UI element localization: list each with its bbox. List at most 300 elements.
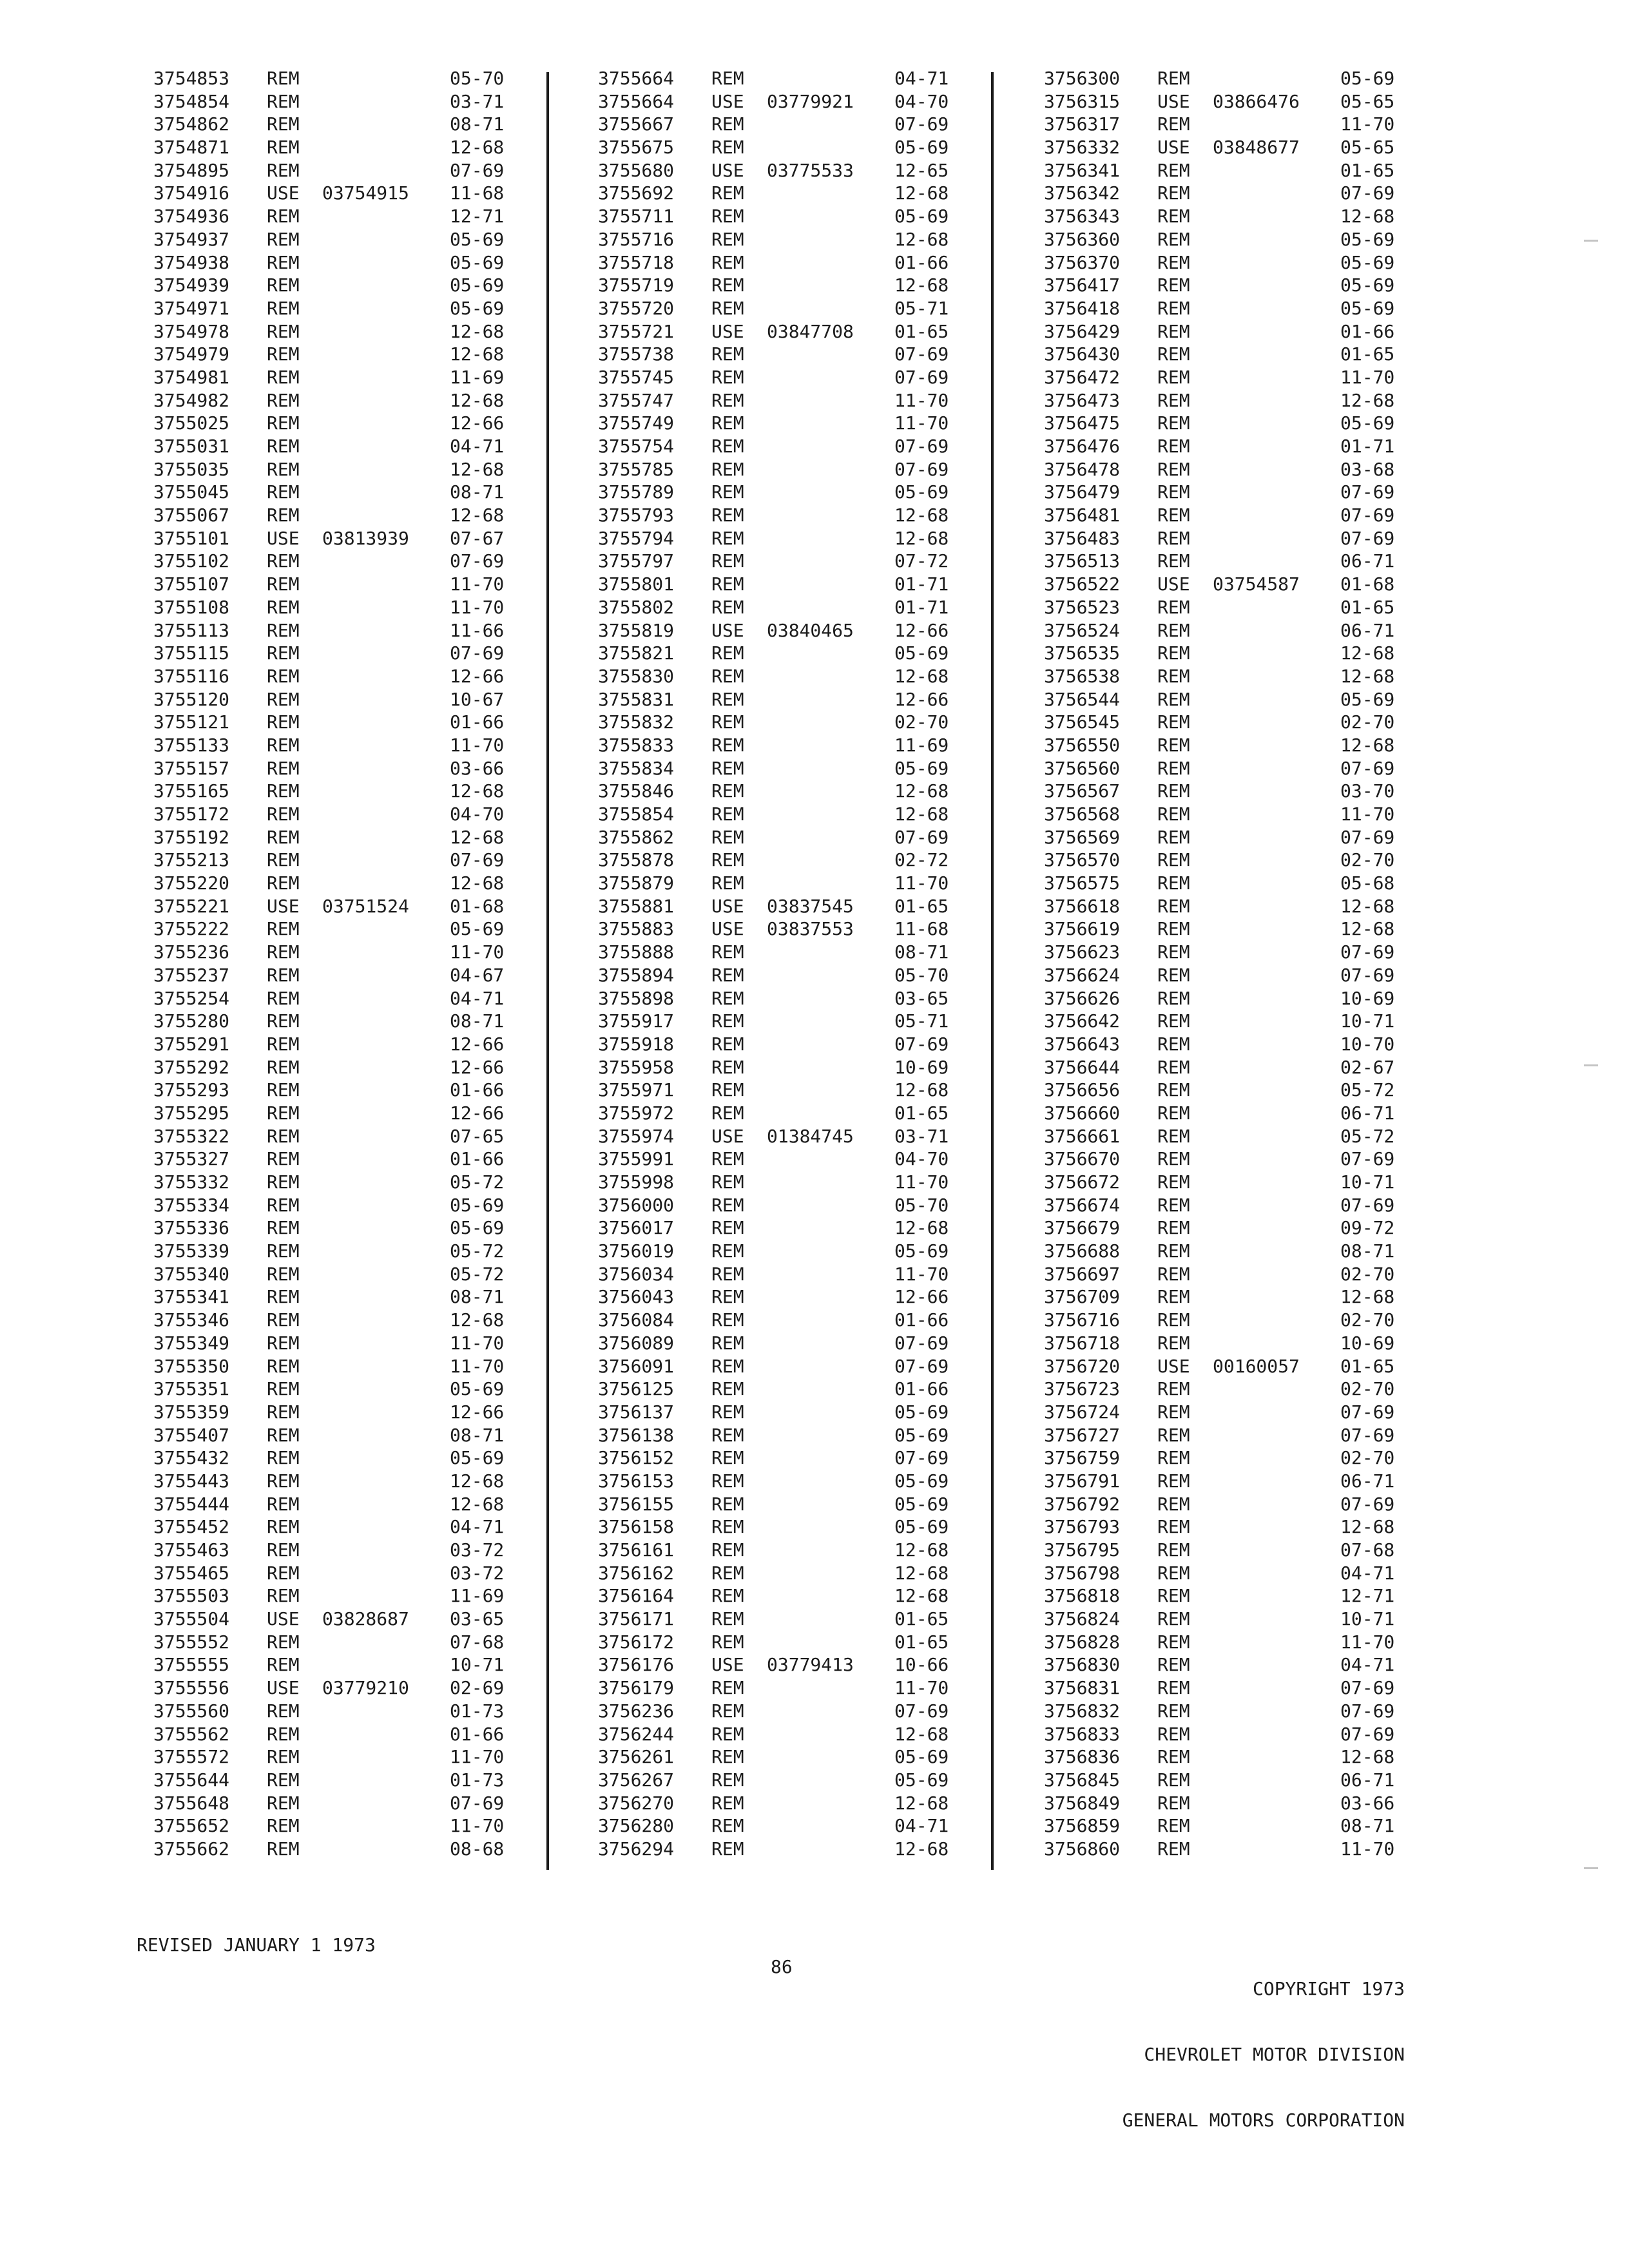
table-row (153, 205, 566, 228)
part-number: 3756697 (1044, 1263, 1121, 1285)
table-row (1044, 987, 1456, 1010)
action-code: REM (1157, 1631, 1190, 1653)
table-row (153, 1562, 566, 1585)
date-code: 12-68 (894, 1585, 949, 1607)
table-row (598, 1148, 1010, 1171)
action-code: REM (267, 228, 300, 250)
action-code: REM (711, 1033, 744, 1055)
date-code: 05-72 (1340, 1079, 1395, 1101)
part-number: 3755504 (153, 1608, 230, 1630)
part-number: 3755341 (153, 1286, 230, 1308)
date-code: 11-68 (894, 918, 949, 940)
part-number: 3756089 (598, 1332, 675, 1354)
date-code: 01-65 (894, 1608, 949, 1630)
part-number: 3755754 (598, 436, 675, 457)
action-code: REM (711, 596, 744, 618)
table-row (153, 389, 566, 412)
part-number: 3755463 (153, 1539, 230, 1561)
part-number: 3756270 (598, 1792, 675, 1814)
table-row (598, 1653, 1010, 1677)
part-number: 3756000 (598, 1194, 675, 1216)
date-code: 03-65 (894, 987, 949, 1009)
table-row (153, 113, 566, 136)
date-code: 07-65 (450, 1125, 505, 1147)
date-code: 07-69 (894, 826, 949, 848)
table-row (153, 1424, 566, 1447)
replacement-part: 03828687 (322, 1608, 409, 1630)
date-code: 05-69 (450, 274, 505, 296)
action-code: USE (711, 90, 744, 112)
action-code: REM (1157, 1079, 1190, 1101)
table-row (153, 665, 566, 688)
date-code: 11-70 (450, 1332, 505, 1354)
date-code: 01-65 (1340, 159, 1395, 181)
date-code: 07-69 (1340, 964, 1395, 986)
action-code: REM (1157, 1838, 1190, 1860)
part-number: 3756315 (1044, 90, 1121, 112)
table-row (598, 1493, 1010, 1516)
table-row (153, 987, 566, 1010)
action-code: REM (267, 734, 300, 756)
part-number: 3756084 (598, 1309, 675, 1331)
table-row (153, 573, 566, 596)
date-code: 07-69 (894, 1033, 949, 1055)
action-code: REM (267, 481, 300, 503)
date-code: 12-68 (894, 1792, 949, 1814)
table-row (1044, 1424, 1456, 1447)
action-code: REM (711, 182, 744, 204)
table-row (1044, 757, 1456, 780)
table-row (153, 1056, 566, 1079)
action-code: REM (267, 1125, 300, 1147)
part-number: 3755664 (598, 68, 675, 89)
replacement-part: 03848677 (1213, 137, 1300, 159)
table-row (153, 435, 566, 458)
action-code: REM (1157, 941, 1190, 963)
date-code: 05-72 (450, 1171, 505, 1193)
table-row (1044, 964, 1456, 987)
action-code: REM (267, 137, 300, 159)
date-code: 12-68 (450, 872, 505, 894)
table-row (598, 1446, 1010, 1470)
table-row (1044, 1470, 1456, 1493)
part-number: 3755293 (153, 1079, 230, 1101)
table-row (598, 113, 1010, 136)
date-code: 07-69 (894, 436, 949, 457)
date-code: 10-70 (1340, 1033, 1395, 1055)
table-row (1044, 688, 1456, 711)
replacement-part: 03837545 (767, 895, 854, 917)
part-number: 3755452 (153, 1516, 230, 1538)
action-code: REM (267, 1194, 300, 1216)
table-row (153, 1584, 566, 1608)
date-code: 03-72 (450, 1539, 505, 1561)
part-number: 3756472 (1044, 366, 1121, 388)
part-number: 3756818 (1044, 1585, 1121, 1607)
table-row (1044, 596, 1456, 619)
action-code: REM (1157, 436, 1190, 457)
table-row (598, 734, 1010, 757)
part-number: 3755237 (153, 964, 230, 986)
table-row (598, 964, 1010, 987)
action-code: REM (711, 1401, 744, 1423)
table-row (598, 389, 1010, 412)
table-row (153, 412, 566, 435)
part-number: 3755830 (598, 665, 675, 687)
corporation-line: GENERAL MOTORS CORPORATION (1122, 2109, 1405, 2131)
table-row (598, 1332, 1010, 1355)
action-code: REM (1157, 1010, 1190, 1032)
table-row (1044, 320, 1456, 343)
part-number: 3756833 (1044, 1723, 1121, 1745)
part-number: 3756179 (598, 1677, 675, 1699)
date-code: 07-69 (1340, 826, 1395, 848)
table-row (598, 849, 1010, 872)
action-code: REM (1157, 1194, 1190, 1216)
part-number: 3755662 (153, 1838, 230, 1860)
date-code: 05-70 (450, 68, 505, 89)
date-code: 12-68 (894, 527, 949, 549)
action-code: REM (1157, 1332, 1190, 1354)
date-code: 12-68 (1340, 206, 1395, 227)
part-number: 3756125 (598, 1378, 675, 1400)
table-row (153, 1539, 566, 1562)
action-code: REM (711, 665, 744, 687)
part-number: 3756155 (598, 1493, 675, 1515)
action-code: REM (267, 90, 300, 112)
table-row (1044, 1562, 1456, 1585)
part-number: 3755991 (598, 1148, 675, 1170)
date-code: 11-70 (450, 1746, 505, 1768)
part-number: 3754937 (153, 228, 230, 250)
table-row (598, 619, 1010, 642)
date-code: 07-69 (894, 113, 949, 135)
table-row (598, 1539, 1010, 1562)
part-number: 3755133 (153, 734, 230, 756)
action-code: REM (267, 573, 300, 595)
part-number: 3755120 (153, 688, 230, 710)
action-code: REM (267, 1562, 300, 1584)
action-code: REM (267, 1401, 300, 1423)
date-code: 12-68 (1340, 1286, 1395, 1308)
date-code: 12-68 (1340, 895, 1395, 917)
date-code: 03-66 (450, 757, 505, 779)
table-row (153, 527, 566, 550)
action-code: REM (267, 436, 300, 457)
action-code: USE (1157, 90, 1190, 112)
action-code: REM (1157, 274, 1190, 296)
date-code: 05-69 (894, 1424, 949, 1446)
table-row (153, 1608, 566, 1631)
date-code: 12-66 (894, 1286, 949, 1308)
action-code: REM (1157, 1378, 1190, 1400)
date-code: 11-70 (1340, 1838, 1395, 1860)
action-code: REM (1157, 1723, 1190, 1745)
table-row (153, 803, 566, 826)
table-row (598, 1700, 1010, 1723)
part-number: 3756860 (1044, 1838, 1121, 1860)
action-code: REM (267, 642, 300, 664)
part-number: 3756828 (1044, 1631, 1121, 1653)
action-code: REM (1157, 1815, 1190, 1837)
table-row (598, 550, 1010, 573)
part-number: 3755898 (598, 987, 675, 1009)
date-code: 11-70 (450, 1355, 505, 1377)
part-number: 3755747 (598, 389, 675, 411)
table-row (153, 1814, 566, 1838)
table-row (153, 1653, 566, 1677)
part-number: 3755292 (153, 1056, 230, 1078)
date-code: 08-71 (450, 1010, 505, 1032)
part-number: 3756317 (1044, 113, 1121, 135)
part-number: 3754939 (153, 274, 230, 296)
date-code: 04-71 (450, 436, 505, 457)
scan-mark (1584, 240, 1598, 242)
table-row (153, 343, 566, 366)
replacement-part: 03779413 (767, 1654, 854, 1676)
part-number: 3755664 (598, 90, 675, 112)
table-row (153, 596, 566, 619)
date-code: 11-70 (894, 872, 949, 894)
date-code: 07-69 (1340, 1700, 1395, 1722)
part-number: 3756341 (1044, 159, 1121, 181)
part-number: 3756618 (1044, 895, 1121, 917)
table-row (598, 711, 1010, 734)
part-number: 3755881 (598, 895, 675, 917)
action-code: REM (711, 297, 744, 319)
part-number: 3756859 (1044, 1815, 1121, 1837)
action-code: REM (1157, 1562, 1190, 1584)
part-number: 3756473 (1044, 389, 1121, 411)
date-code: 05-69 (894, 757, 949, 779)
part-number: 3755121 (153, 711, 230, 733)
part-number: 3755280 (153, 1010, 230, 1032)
part-number: 3755443 (153, 1470, 230, 1492)
date-code: 01-66 (450, 1079, 505, 1101)
date-code: 12-66 (894, 688, 949, 710)
action-code: REM (711, 68, 744, 89)
part-number: 3756570 (1044, 849, 1121, 871)
table-row (1044, 780, 1456, 803)
table-row (153, 826, 566, 849)
part-number: 3756479 (1044, 481, 1121, 503)
date-code: 07-69 (450, 550, 505, 572)
table-row (1044, 803, 1456, 826)
date-code: 10-66 (894, 1654, 949, 1676)
part-number: 3756830 (1044, 1654, 1121, 1676)
part-number: 3756138 (598, 1424, 675, 1446)
action-code: REM (1157, 182, 1190, 204)
table-row (598, 1079, 1010, 1102)
date-code: 11-70 (1340, 803, 1395, 825)
date-code: 11-70 (894, 1263, 949, 1285)
date-code: 01-65 (1340, 1355, 1395, 1377)
action-code: REM (1157, 1677, 1190, 1699)
date-code: 10-71 (1340, 1010, 1395, 1032)
date-code: 10-67 (450, 688, 505, 710)
action-code: REM (1157, 1217, 1190, 1239)
table-row (1044, 665, 1456, 688)
part-number: 3756791 (1044, 1470, 1121, 1492)
date-code: 05-69 (894, 1401, 949, 1423)
action-code: REM (1157, 228, 1190, 250)
table-row (598, 228, 1010, 251)
action-code: REM (711, 1194, 744, 1216)
date-code: 01-66 (894, 1309, 949, 1331)
part-number: 3756342 (1044, 182, 1121, 204)
part-number: 3754982 (153, 389, 230, 411)
action-code: REM (1157, 458, 1190, 480)
date-code: 07-68 (1340, 1539, 1395, 1561)
replacement-part: 03779921 (767, 90, 854, 112)
part-number: 3756660 (1044, 1102, 1121, 1124)
part-number: 3756430 (1044, 343, 1121, 365)
date-code: 07-69 (894, 1700, 949, 1722)
part-number: 3756091 (598, 1355, 675, 1377)
action-code: REM (711, 113, 744, 135)
action-code: REM (711, 1562, 744, 1584)
table-row (598, 458, 1010, 481)
date-code: 07-69 (1340, 1723, 1395, 1745)
date-code: 05-69 (1340, 251, 1395, 273)
part-number: 3756332 (1044, 137, 1121, 159)
date-code: 05-69 (894, 1516, 949, 1538)
date-code: 01-66 (450, 1723, 505, 1745)
action-code: REM (267, 320, 300, 342)
part-number: 3755738 (598, 343, 675, 365)
date-code: 07-69 (1340, 1677, 1395, 1699)
action-code: REM (1157, 1516, 1190, 1538)
table-row (153, 1631, 566, 1654)
part-number: 3756792 (1044, 1493, 1121, 1515)
part-number: 3756034 (598, 1263, 675, 1285)
date-code: 07-69 (450, 159, 505, 181)
action-code: REM (267, 941, 300, 963)
date-code: 12-68 (894, 1079, 949, 1101)
part-number: 3755067 (153, 505, 230, 526)
part-number: 3755107 (153, 573, 230, 595)
table-row (1044, 895, 1456, 918)
action-code: REM (711, 872, 744, 894)
table-row (153, 320, 566, 343)
part-number: 3755834 (598, 757, 675, 779)
action-code: REM (711, 527, 744, 549)
action-code: REM (711, 550, 744, 572)
date-code: 11-70 (450, 596, 505, 618)
part-number: 3756716 (1044, 1309, 1121, 1331)
part-number: 3756343 (1044, 206, 1121, 227)
date-code: 02-70 (1340, 711, 1395, 733)
table-row (598, 826, 1010, 849)
table-row (153, 182, 566, 205)
table-row (153, 1285, 566, 1309)
part-number: 3755102 (153, 550, 230, 572)
date-code: 01-66 (450, 711, 505, 733)
action-code: REM (267, 1792, 300, 1814)
date-code: 08-71 (450, 481, 505, 503)
date-code: 08-68 (450, 1838, 505, 1860)
date-code: 01-73 (450, 1700, 505, 1722)
date-code: 07-67 (450, 527, 505, 549)
date-code: 05-69 (894, 1240, 949, 1262)
action-code: REM (267, 1746, 300, 1768)
part-number: 3756429 (1044, 320, 1121, 342)
date-code: 05-68 (1340, 872, 1395, 894)
action-code: REM (267, 1079, 300, 1101)
action-code: REM (711, 1010, 744, 1032)
part-number: 3755113 (153, 619, 230, 641)
action-code: REM (711, 505, 744, 526)
part-number: 3754979 (153, 343, 230, 365)
part-number: 3755346 (153, 1309, 230, 1331)
part-number: 3756261 (598, 1746, 675, 1768)
action-code: REM (267, 1654, 300, 1676)
date-code: 04-71 (450, 987, 505, 1009)
action-code: REM (1157, 550, 1190, 572)
action-code: REM (267, 1838, 300, 1860)
action-code: REM (711, 757, 744, 779)
date-code: 12-68 (894, 1562, 949, 1584)
date-code: 12-66 (450, 1102, 505, 1124)
date-code: 02-70 (1340, 849, 1395, 871)
action-code: REM (1157, 895, 1190, 917)
action-code: REM (711, 1056, 744, 1078)
date-code: 03-71 (450, 90, 505, 112)
table-row (598, 987, 1010, 1010)
date-code: 05-69 (450, 1217, 505, 1239)
table-row (598, 1562, 1010, 1585)
table-row (598, 596, 1010, 619)
table-row (153, 481, 566, 504)
table-row (1044, 1401, 1456, 1424)
action-code: REM (267, 849, 300, 871)
table-row (1044, 1056, 1456, 1079)
action-code: REM (267, 343, 300, 365)
date-code: 03-70 (1340, 780, 1395, 802)
action-code: REM (267, 1539, 300, 1561)
action-code: REM (711, 964, 744, 986)
table-row (598, 297, 1010, 320)
table-row (598, 941, 1010, 964)
action-code: REM (711, 1171, 744, 1193)
table-row (598, 504, 1010, 527)
part-number: 3755334 (153, 1194, 230, 1216)
part-number: 3755721 (598, 320, 675, 342)
part-number: 3755785 (598, 458, 675, 480)
date-code: 01-73 (450, 1769, 505, 1791)
table-row (153, 90, 566, 113)
date-code: 07-69 (1340, 481, 1395, 503)
action-code: REM (1157, 826, 1190, 848)
date-code: 12-68 (894, 1838, 949, 1860)
action-code: REM (711, 780, 744, 802)
table-row (598, 573, 1010, 596)
date-code: 05-71 (894, 297, 949, 319)
action-code: REM (711, 1447, 744, 1469)
action-code: REM (711, 1746, 744, 1768)
part-number: 3756017 (598, 1217, 675, 1239)
date-code: 12-65 (894, 159, 949, 181)
part-number: 3756152 (598, 1447, 675, 1469)
date-code: 12-68 (894, 1217, 949, 1239)
action-code: REM (1157, 1470, 1190, 1492)
part-number: 3756670 (1044, 1148, 1121, 1170)
table-row (153, 136, 566, 159)
date-code: 05-69 (894, 206, 949, 227)
date-code: 12-68 (1340, 734, 1395, 756)
table-row (598, 688, 1010, 711)
action-code: REM (711, 1424, 744, 1446)
